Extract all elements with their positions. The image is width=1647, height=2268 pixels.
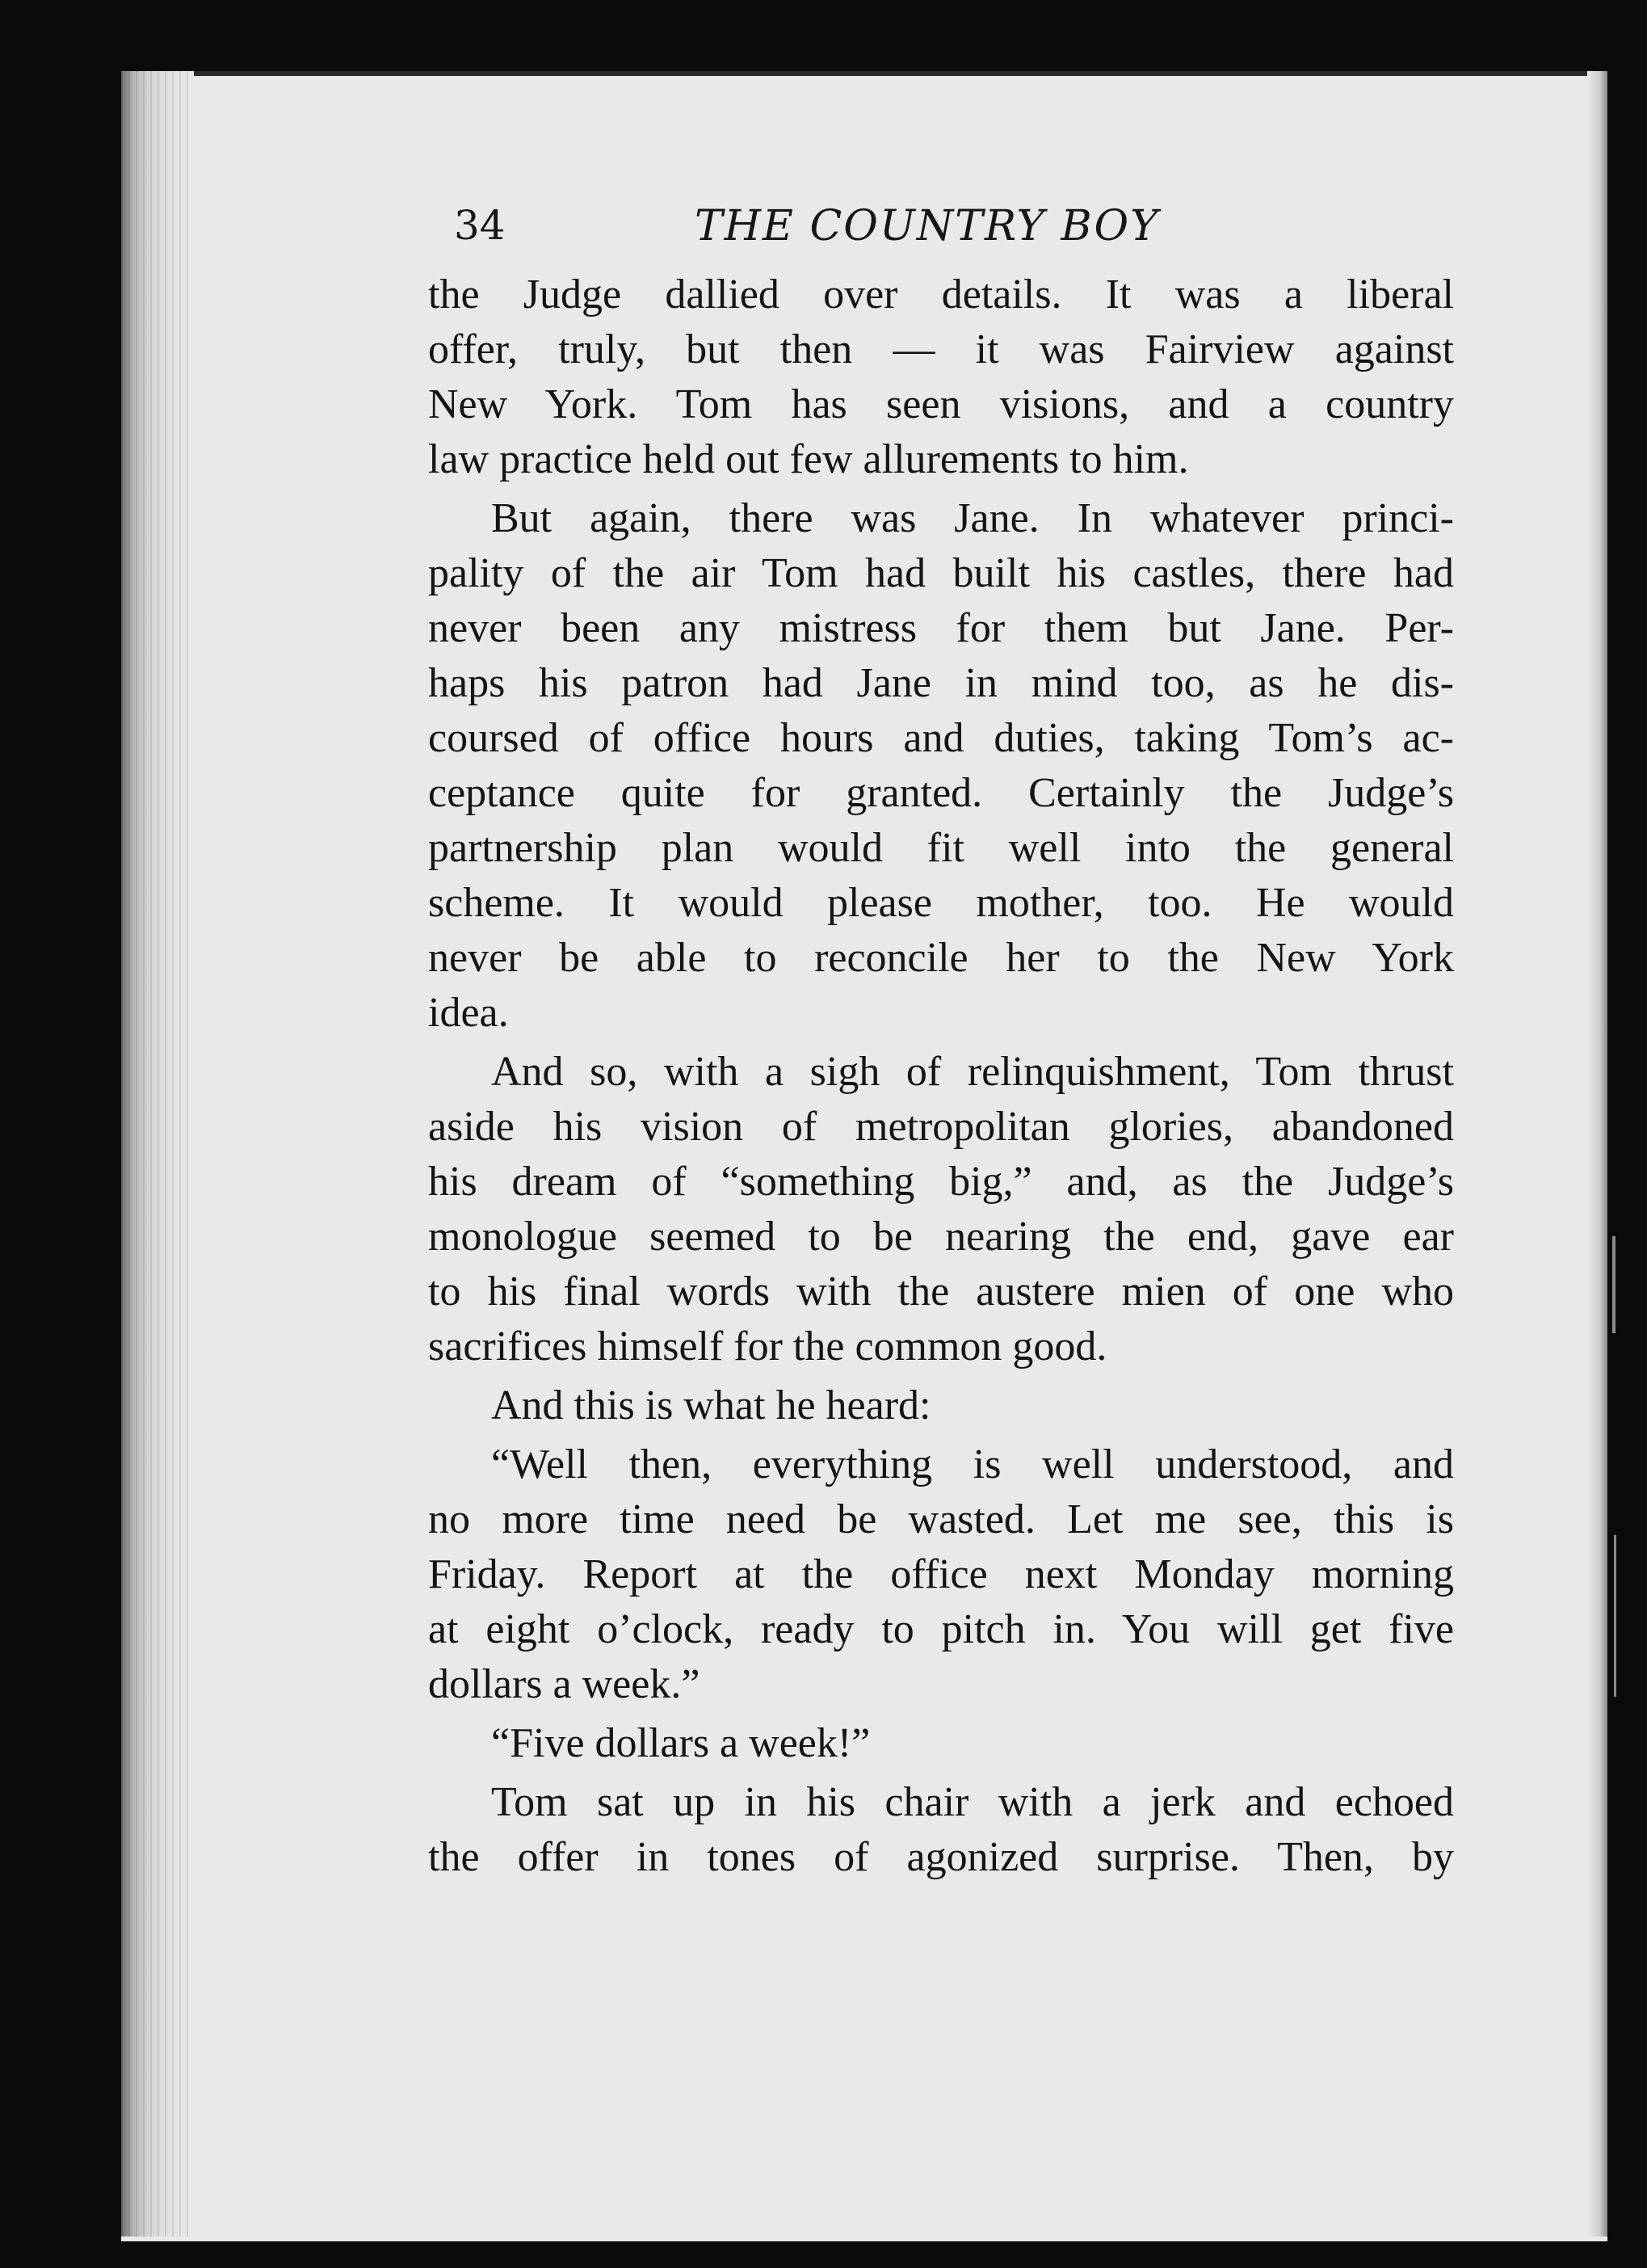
text-line: And so, with a sigh of relinquishment, Tom thrust <box>491 1049 1454 1095</box>
text-line: sacrifices himself for the common good. <box>428 1323 1107 1370</box>
text-line: never be able to reconcile her to the New York <box>428 935 1454 981</box>
text-line: aside his vision of metropolitan glories, abandoned <box>428 1104 1454 1150</box>
text-line: But again, there was Jane. In whatever princi- <box>491 495 1454 541</box>
page-edge-texture <box>121 71 194 2236</box>
text-line: law practice held out few allurements to him. <box>428 436 1189 482</box>
text-line: Tom sat up in his chair with a jerk and echoed <box>491 1779 1454 1825</box>
text-line: “Well then, everything is well understood, and <box>491 1441 1454 1487</box>
text-line: at eight o’clock, ready to pitch in. You will get five <box>428 1606 1454 1652</box>
text-line: And this is what he heard: <box>491 1382 931 1429</box>
scan-edge-mark <box>1614 1535 1616 1697</box>
text-line: dollars a week.” <box>428 1661 700 1707</box>
text-line: New York. Tom has seen visions, and a country <box>428 381 1454 427</box>
text-line: never been any mistress for them but Jane. Per- <box>428 605 1454 651</box>
text-line: no more time need be wasted. Let me see, this is <box>428 1496 1454 1542</box>
text-line: scheme. It would please mother, too. He would <box>428 880 1454 926</box>
text-line: to his final words with the austere mien of one who <box>428 1269 1454 1315</box>
text-line: partnership plan would fit well into the general <box>428 825 1454 871</box>
text-line: Friday. Report at the office next Monday morning <box>428 1551 1454 1597</box>
scan-edge-mark <box>1612 1236 1615 1333</box>
text-line: idea. <box>428 990 509 1036</box>
text-line: pality of the air Tom had built his castles, there had <box>428 550 1454 596</box>
text-line: his dream of “something big,” and, as the Judge’s <box>428 1159 1454 1205</box>
text-line: offer, truly, but then — it was Fairview against <box>428 326 1454 372</box>
text-line: the offer in tones of agonized surprise. Then, by <box>428 1834 1454 1880</box>
running-title: THE COUNTRY BOY <box>695 202 1160 250</box>
text-line: ceptance quite for granted. Certainly the Judge’s <box>428 770 1454 816</box>
text-line: monologue seemed to be nearing the end, gave ear <box>428 1214 1454 1260</box>
text-line: haps his patron had Jane in mind too, as he dis- <box>428 660 1454 706</box>
page-right-edge <box>1587 71 1607 2236</box>
text-line: “Five dollars a week!” <box>491 1720 871 1766</box>
text-line: coursed of office hours and duties, taking Tom’s ac- <box>428 715 1454 761</box>
text-line: the Judge dallied over details. It was a liberal <box>428 271 1454 318</box>
page-number: 34 <box>454 202 506 249</box>
